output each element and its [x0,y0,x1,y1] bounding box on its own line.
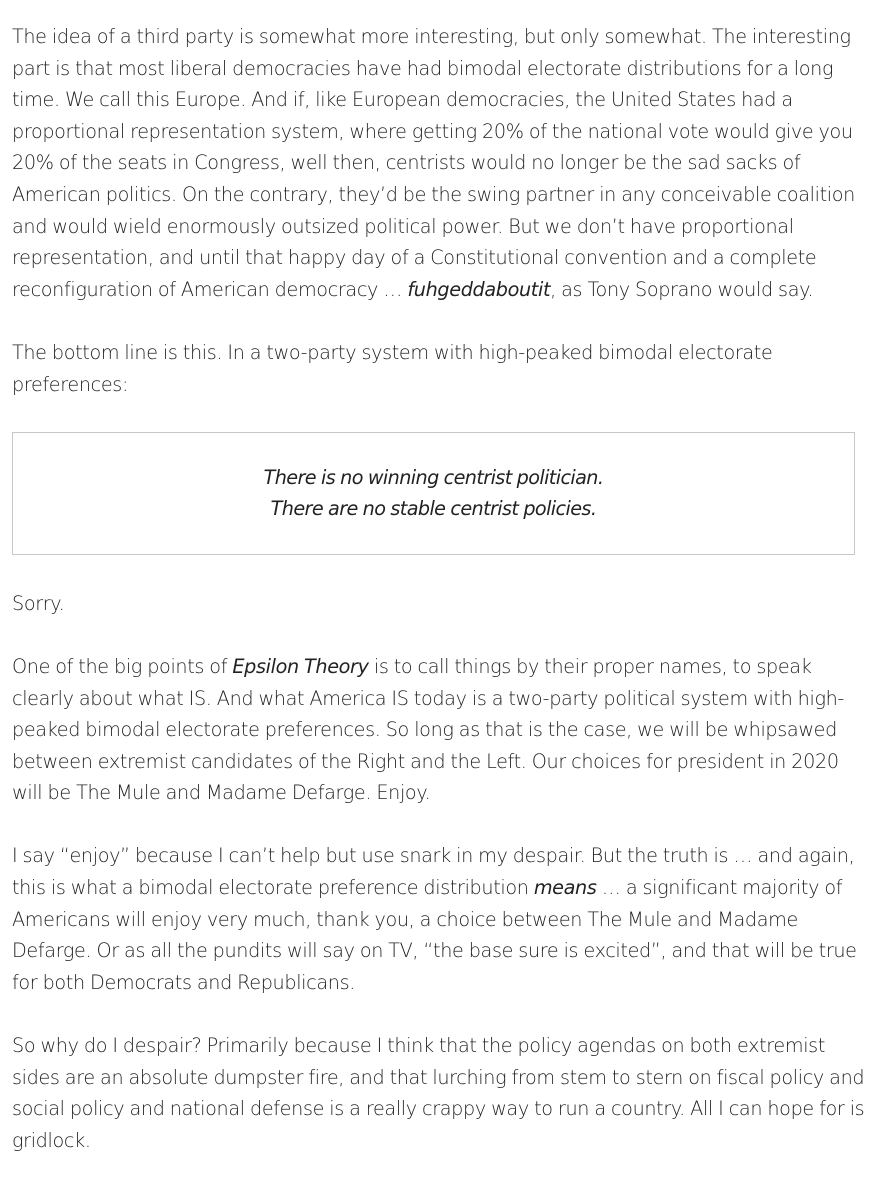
paragraph-enjoy [12,840,872,998]
pull-quote-box [12,432,855,555]
paragraph-despair [12,1030,872,1156]
paragraph-text: is to call things by their proper names, to speak clearly about what IS. And what America IS today is a two-party political system with high-peaked bimodal electorate preferences. So long as that is the case, we will be whipsawed between extremist candidates of the Right and the Left. Our choices for president in 2020 will be The Mule and Madame Defarge. Enjoy. [12,654,844,805]
paragraph-text: , as Tony Soprano would say. [550,277,814,301]
paragraph-text: So why do I despair? Primarily because I think that the policy agendas on both extremist sides are an absolute dumpster fire, and that lurching from stem to stern on fiscal policy and social policy and national defense is a really crappy way to run a country. All I can hope for is gridlock. [12,1034,865,1152]
article-body [12,21,872,1188]
paragraph-text: The idea of a third party is somewhat more interesting, but only somewhat. The interesting part is that most liberal democracies have had bimodal electorate distributions for a long time. We call this Europe. And if, like European democracies, the United States had a proportional representation system, where getting 20% of the national vote would give you 20% of the seats in Congress, well then, centrists would no longer be the sad sacks of American politics. On the contrary, they’d be the swing partner in any conceivable coalition and would wield enormously outsized political power. But we don’t have proportional representation, and until that happy day of a Constitutional convention and a complete reconfiguration of American democracy … [12,25,855,301]
emphasis-text: fuhgeddaboutit [407,277,551,301]
pull-quote-line-2: There are no stable centrist policies. [270,497,597,521]
paragraph-text: One of the big points of [12,654,233,678]
paragraph-third-party [12,21,872,305]
paragraph-text: … a significant majority of Americans will enjoy very much, thank you, a choice between The Mule and Madame Defarge. Or as all the pundits will say on TV, “the base sure is excited”, and that will be true for both Democrats and Republicans. [12,876,857,994]
pull-quote-line-1: There is no winning centrist politician. [263,465,604,489]
paragraph-epsilon-theory [12,651,872,809]
emphasis-text: Epsilon Theory [232,654,369,678]
paragraph-sorry [12,588,872,620]
paragraph-text: Sorry. [12,591,65,615]
emphasis-text: means [533,876,597,900]
paragraph-bottom-line [12,337,872,400]
paragraph-text: The bottom line is this. In a two-party system with high-peaked bimodal electorate preferences: [12,340,773,396]
paragraph-text: I say “enjoy” because I can’t help but use snark in my despair. But the truth is … and again, this is what a bimodal electorate preference distribution [12,844,855,900]
